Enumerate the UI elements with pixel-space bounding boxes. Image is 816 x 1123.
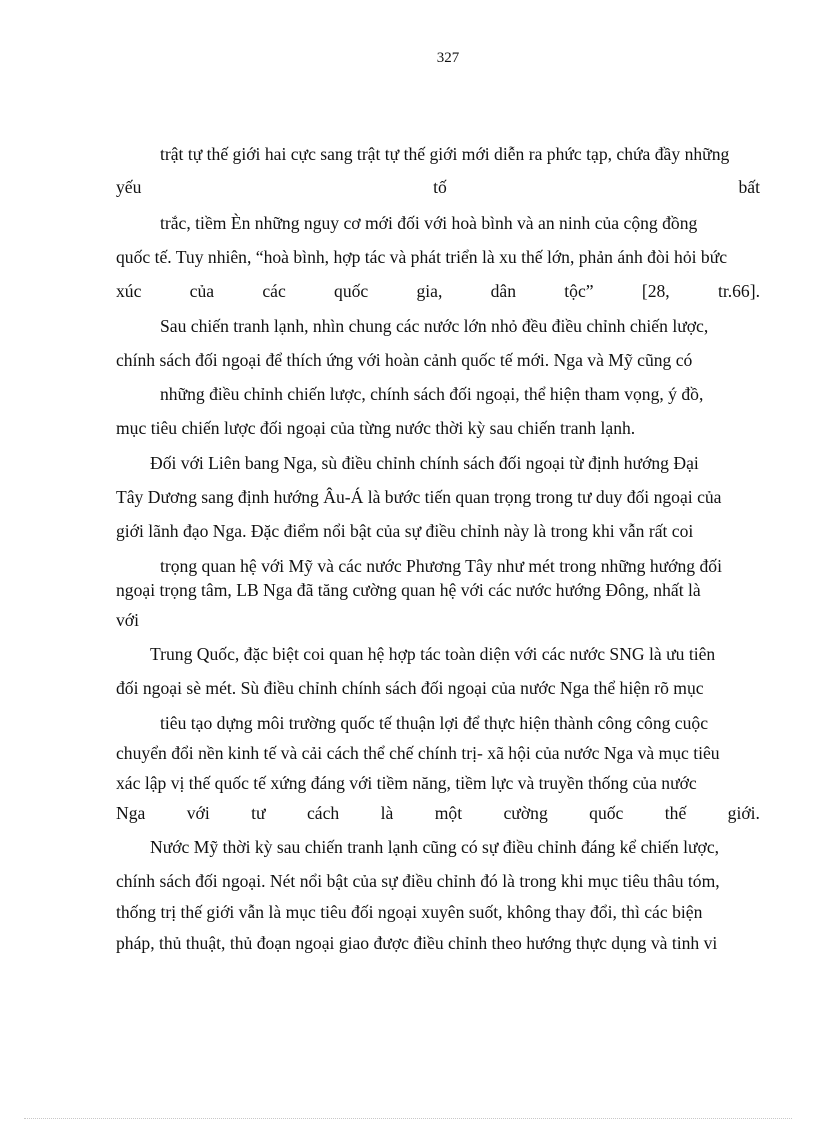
- text-line: Nước Mỹ thời kỳ sau chiến tranh lạnh cũng có sự điều chỉnh đáng kể chiến lược,: [150, 837, 720, 857]
- word: tố: [433, 177, 447, 197]
- text-line: xác lập vị thế quốc tế xứng đáng với tiềm năng, tiềm lực và truyền thống của nước: [116, 773, 697, 793]
- word: xúc: [116, 281, 142, 301]
- word: giới.: [727, 803, 760, 823]
- word: cường: [503, 803, 548, 823]
- text-line: pháp, thủ thuật, thủ đoạn ngoại giao được điều chỉnh theo hướng thực dụng và tinh vi: [116, 933, 718, 953]
- text-line: [116, 278, 760, 304]
- page-number: 327: [436, 50, 460, 66]
- word: gia,: [416, 281, 443, 301]
- text-line: với: [116, 610, 139, 630]
- text-line: trọng quan hệ với Mỹ và các nước Phương Tây như mét trong những hướng đối: [160, 556, 722, 576]
- word: thế: [664, 803, 687, 823]
- text-line: chính sách đối ngoại. Nét nổi bật của sự điều chỉnh đó là trong khi mục tiêu thâu tóm,: [116, 871, 720, 891]
- text-line: chính sách đối ngoại để thích ứng với hoàn cảnh quốc tế mới. Nga và Mỹ cũng có: [116, 350, 693, 370]
- word: tr.66].: [717, 281, 760, 301]
- word: bất: [738, 177, 760, 197]
- text-line: quốc tế. Tuy nhiên, “hoà bình, hợp tác và phát triển là xu thế lớn, phản ánh đòi hỏi bức: [116, 247, 728, 267]
- text-line: ngoại trọng tâm, LB Nga đã tăng cường quan hệ với các nước hướng Đông, nhất là: [116, 580, 701, 600]
- page-edge-divider: [24, 1118, 792, 1119]
- text-line: Tây Dương sang định hướng Âu-Á là bước tiến quan trọng trong tư duy đối ngoại của: [116, 487, 722, 507]
- word: cách: [306, 803, 340, 823]
- text-line: thống trị thế giới vẫn là mục tiêu đối ngoại xuyên suốt, không thay đổi, thì các biện: [116, 902, 703, 922]
- word: là: [380, 803, 394, 823]
- word: các: [262, 281, 286, 301]
- word: một: [434, 803, 463, 823]
- text-line: Trung Quốc, đặc biệt coi quan hệ hợp tác toàn diện với các nước SNG là ưu tiên: [150, 644, 716, 664]
- word: của: [189, 281, 215, 301]
- word: với: [186, 803, 210, 823]
- text-line: chuyển đổi nền kinh tế và cải cách thể chế chính trị- xã hội của nước Nga và mục tiêu: [116, 743, 720, 763]
- text-line: Đối với Liên bang Nga, sù điều chỉnh chính sách đối ngoại từ định hướng Đại: [150, 453, 699, 473]
- text-line: tiêu tạo dựng môi trường quốc tế thuận lợi để thực hiện thành công công cuộc: [160, 713, 709, 733]
- text-line: [116, 800, 760, 826]
- text-line: đối ngoại sè mét. Sù điều chỉnh chính sách đối ngoại của nước Nga thể hiện rõ mục: [116, 678, 704, 698]
- word: tư: [251, 803, 266, 823]
- word: tộc”: [564, 281, 594, 301]
- text-line: những điều chỉnh chiến lược, chính sách đối ngoại, thể hiện tham vọng, ý đồ,: [160, 384, 704, 404]
- word: yếu: [116, 177, 142, 197]
- text-line: trắc, tiềm Èn những nguy cơ mới đối với hoà bình và an ninh của cộng đồng: [160, 213, 698, 233]
- word: quốc: [334, 281, 369, 301]
- text-line: trật tự thế giới hai cực sang trật tự thế giới mới diễn ra phức tạp, chứa đầy những: [160, 144, 730, 164]
- word: [28,: [641, 281, 670, 301]
- word: Nga: [116, 803, 146, 823]
- text-line: giới lãnh đạo Nga. Đặc điểm nổi bật của sự điều chỉnh này là trong khi vẫn rất coi: [116, 521, 694, 541]
- text-line: Sau chiến tranh lạnh, nhìn chung các nước lớn nhỏ đều điều chỉnh chiến lược,: [160, 316, 709, 336]
- word: quốc: [589, 803, 624, 823]
- text-line: mục tiêu chiến lược đối ngoại của từng nước thời kỳ sau chiến tranh lạnh.: [116, 418, 636, 438]
- word: dân: [490, 281, 517, 301]
- text-line: [116, 174, 760, 200]
